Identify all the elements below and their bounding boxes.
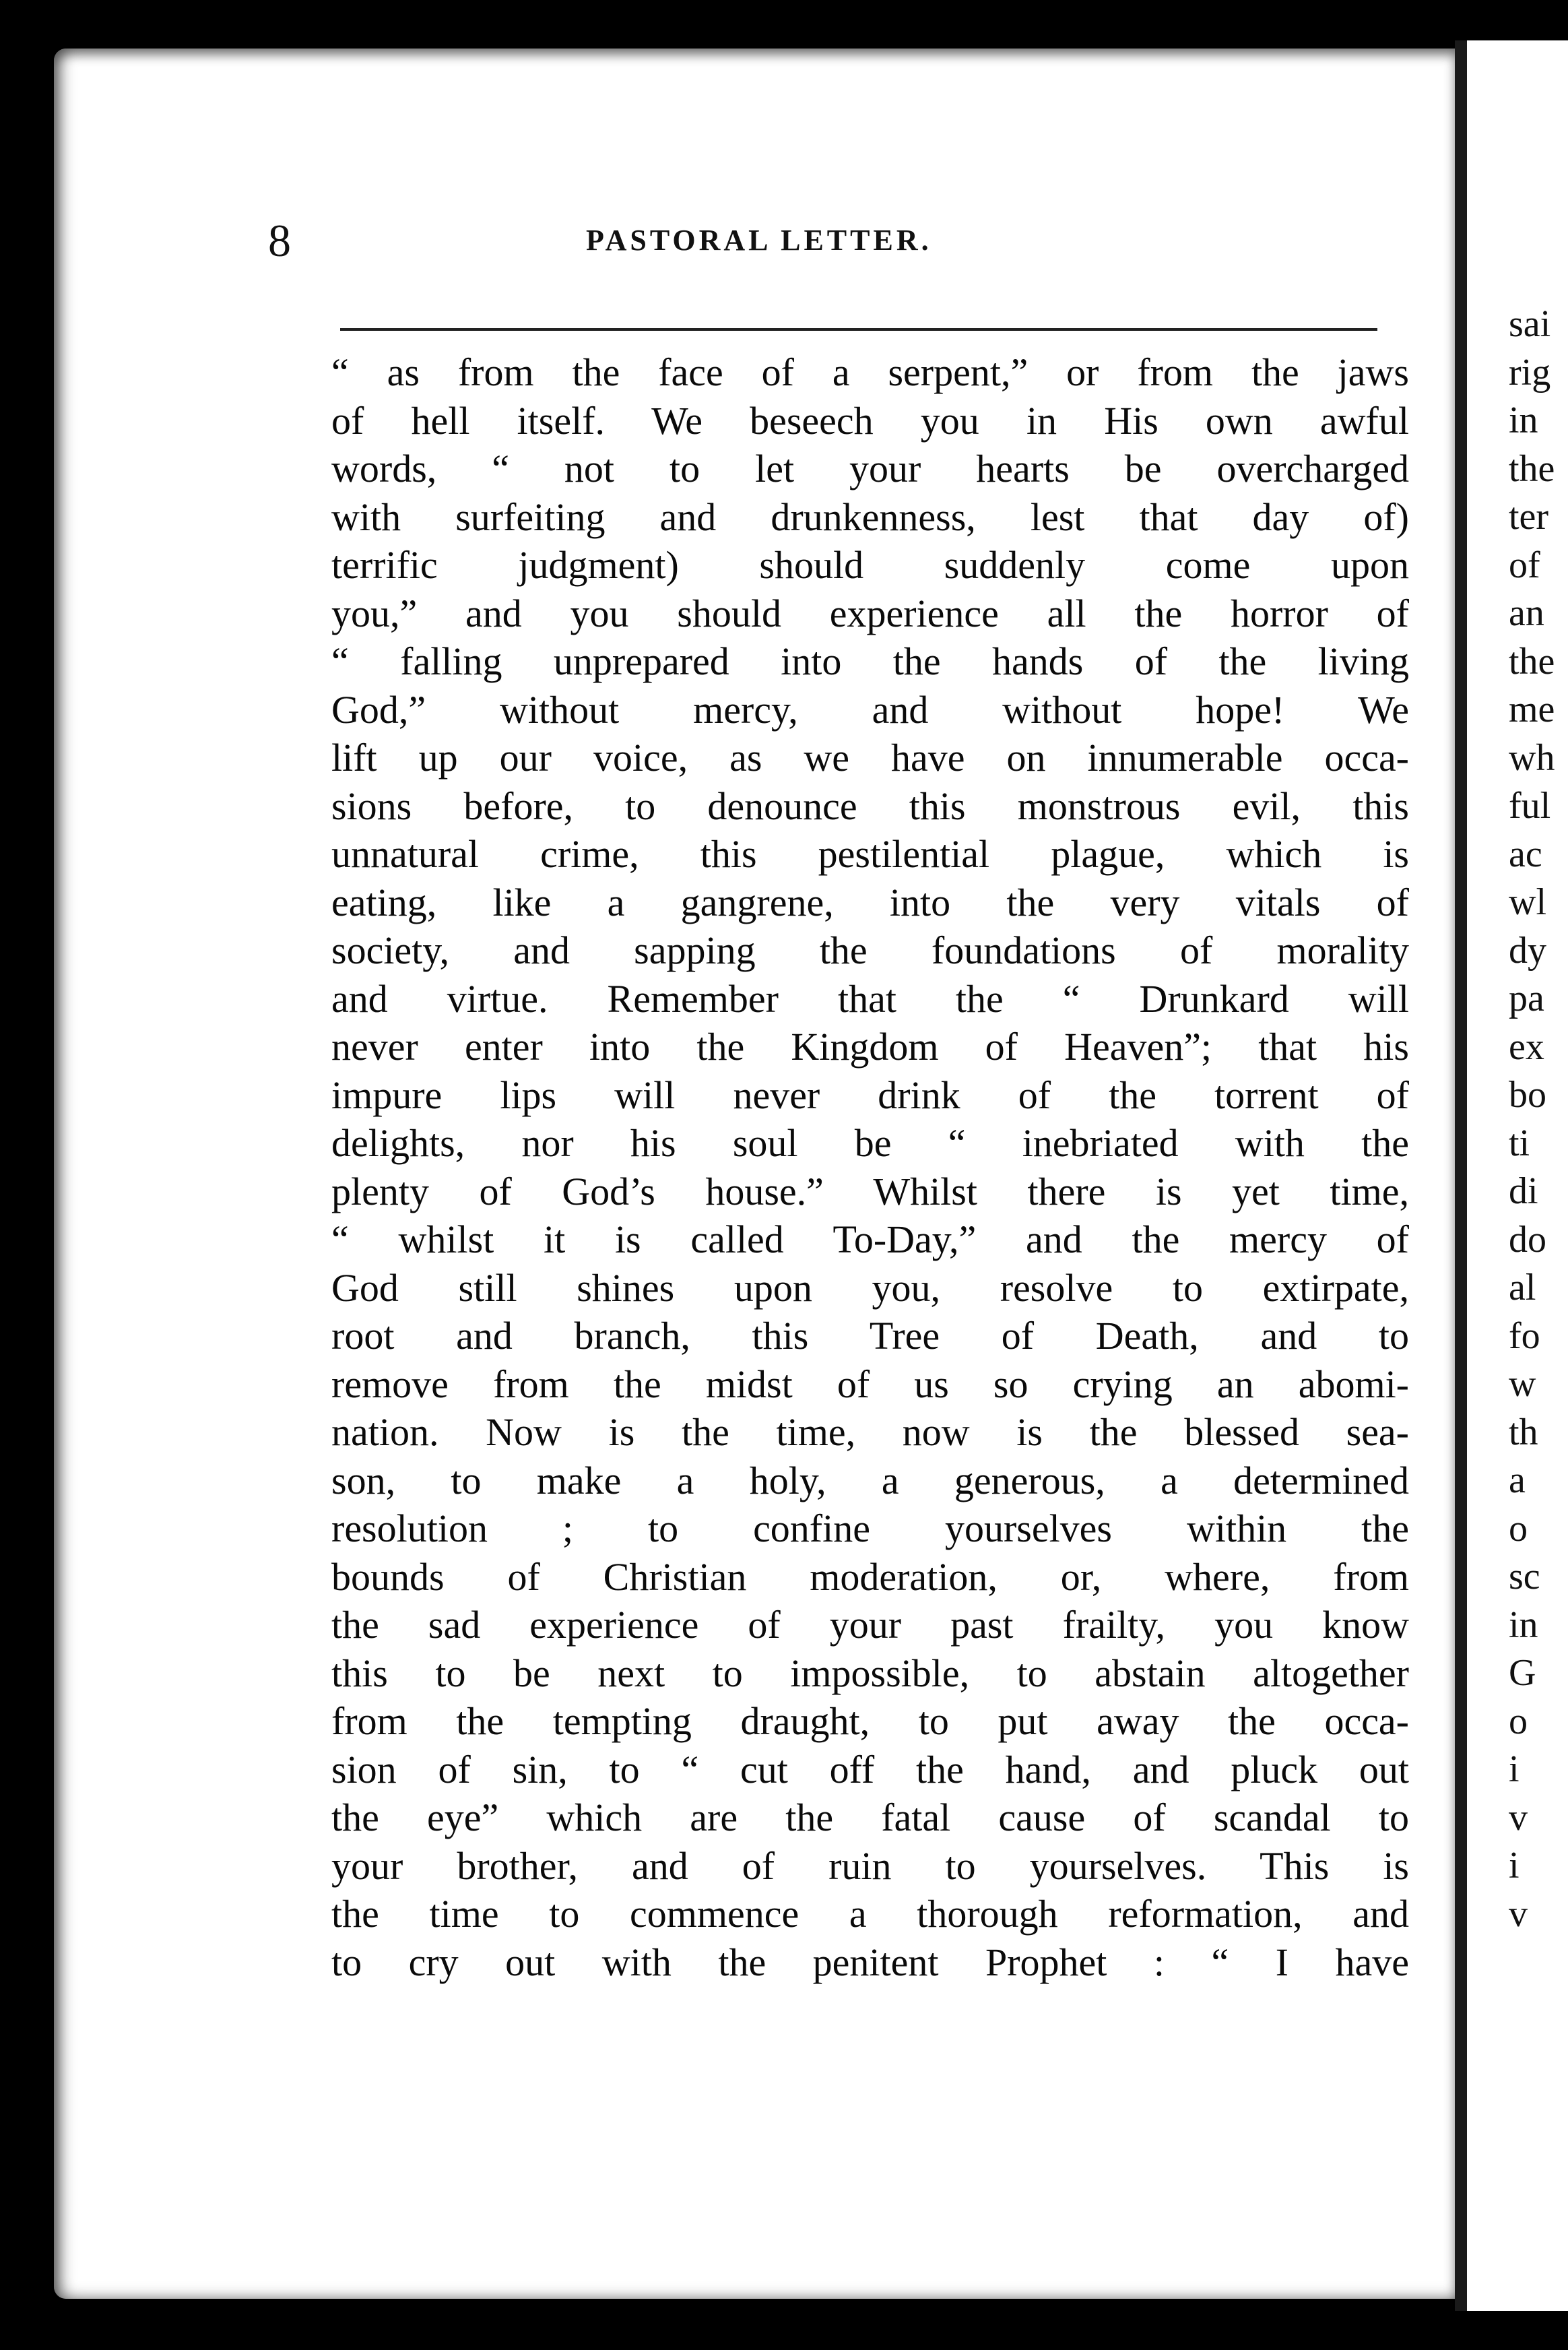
page-number: 8 xyxy=(268,215,291,266)
text-line: terrific judgment) should suddenly come upon xyxy=(331,543,1409,587)
facing-page-fragment: the xyxy=(1509,640,1555,682)
text-line: from the tempting draught, to put away the occa- xyxy=(331,1699,1409,1743)
facing-page-fragment: ac xyxy=(1509,833,1542,875)
facing-page-fragment: v xyxy=(1509,1796,1528,1839)
facing-page-fragment: a xyxy=(1509,1459,1526,1501)
text-line: the time to commence a thorough reformation, and xyxy=(331,1892,1409,1936)
text-line: the sad experience of your past frailty, you know xyxy=(331,1603,1409,1647)
text-line: of hell itself. We beseech you in His own awful xyxy=(331,398,1409,443)
text-line: this to be next to impossible, to abstain altogether xyxy=(331,1651,1409,1695)
text-line: bounds of Christian moderation, or, where, from xyxy=(331,1554,1409,1599)
facing-page-fragment: i xyxy=(1509,1748,1520,1790)
facing-page-fragment: o xyxy=(1509,1700,1528,1742)
facing-page-fragment: of xyxy=(1509,544,1540,586)
header-rule xyxy=(340,328,1377,331)
running-title: PASTORAL LETTER. xyxy=(586,224,932,257)
text-line: and virtue. Remember that the “ Drunkard will xyxy=(331,976,1409,1021)
text-line: unnatural crime, this pestilential plague, which is xyxy=(331,832,1409,876)
facing-page-fragment: wl xyxy=(1509,881,1546,923)
text-line: plenty of God’s house.” Whilst there is yet time, xyxy=(331,1169,1409,1213)
facing-page-fragment: the xyxy=(1509,447,1555,490)
text-line: words, “ not to let your hearts be overcharged xyxy=(331,447,1409,490)
facing-page-fragment: al xyxy=(1509,1267,1536,1308)
page-header xyxy=(54,203,1455,278)
facing-page-fragment: in xyxy=(1509,1603,1538,1646)
text-line: nation. Now is the time, now is the blessed sea- xyxy=(331,1410,1409,1454)
text-line: the eye” which are the fatal cause of scandal to xyxy=(331,1796,1409,1839)
facing-page-fragment: rig xyxy=(1509,351,1551,393)
facing-page-fragment: do xyxy=(1509,1218,1546,1261)
text-line: lift up our voice, as we have on innumerable occa- xyxy=(331,736,1409,780)
text-line: delights, nor his soul be “ inebriated with the xyxy=(331,1121,1409,1165)
facing-page-fragment: fo xyxy=(1509,1314,1540,1357)
facing-page-fragment: wh xyxy=(1509,736,1555,779)
text-line: impure lips will never drink of the torrent of xyxy=(331,1073,1409,1117)
facing-page-fragment: ti xyxy=(1509,1122,1530,1164)
text-line: never enter into the Kingdom of Heaven”; that his xyxy=(331,1025,1409,1069)
facing-page-fragment: G xyxy=(1509,1652,1536,1694)
book-gutter xyxy=(1455,40,1467,2311)
facing-page-fragment: in xyxy=(1509,400,1538,441)
facing-page xyxy=(1467,40,1568,2311)
facing-page-fragment: an xyxy=(1509,592,1544,634)
text-line: “ falling unprepared into the hands of the living xyxy=(331,639,1409,683)
text-line: God,” without mercy, and without hope! We xyxy=(331,687,1409,732)
facing-page-fragment: ful xyxy=(1509,785,1551,827)
facing-page-fragment: ter xyxy=(1509,496,1549,538)
text-line: God still shines upon you, resolve to extirpate, xyxy=(331,1265,1409,1310)
text-line: to cry out with the penitent Prophet : “ I have xyxy=(331,1940,1409,1984)
facing-page-fragment: me xyxy=(1509,689,1555,730)
facing-page-fragment: bo xyxy=(1509,1074,1546,1116)
facing-page-fragment: dy xyxy=(1509,929,1546,972)
text-line: remove from the midst of us so crying an abomi- xyxy=(331,1362,1409,1406)
text-line: “ whilst it is called To-Day,” and the mercy of xyxy=(331,1217,1409,1261)
text-line: son, to make a holy, a generous, a determined xyxy=(331,1458,1409,1502)
book-page xyxy=(54,49,1455,2299)
text-line: root and branch, this Tree of Death, and to xyxy=(331,1314,1409,1358)
text-line: you,” and you should experience all the horror of xyxy=(331,591,1409,635)
text-line: resolution ; to confine yourselves within the xyxy=(331,1506,1409,1550)
facing-page-fragment: w xyxy=(1509,1363,1536,1405)
facing-page-fragment: i xyxy=(1509,1845,1520,1886)
text-line: “ as from the face of a serpent,” or from the jaws xyxy=(331,350,1409,394)
facing-page-fragment: th xyxy=(1509,1411,1538,1453)
text-line: sions before, to denounce this monstrous evil, this xyxy=(331,784,1409,828)
facing-page-fragment: sai xyxy=(1509,303,1551,345)
text-line: sion of sin, to “ cut off the hand, and pluck out xyxy=(331,1747,1409,1791)
facing-page-fragment: o xyxy=(1509,1507,1528,1550)
body-text xyxy=(331,348,1409,1986)
facing-page-fragment: sc xyxy=(1509,1556,1540,1597)
text-line: your brother, and of ruin to yourselves. This is xyxy=(331,1843,1409,1888)
facing-page-fragment: v xyxy=(1509,1893,1528,1935)
facing-page-fragment: di xyxy=(1509,1170,1538,1212)
text-line: eating, like a gangrene, into the very vitals of xyxy=(331,880,1409,924)
facing-page-fragment: pa xyxy=(1509,978,1544,1019)
facing-page-fragment: ex xyxy=(1509,1025,1544,1068)
text-line: society, and sapping the foundations of morality xyxy=(331,928,1409,972)
text-line: with surfeiting and drunkenness, lest that day of) xyxy=(331,495,1409,539)
